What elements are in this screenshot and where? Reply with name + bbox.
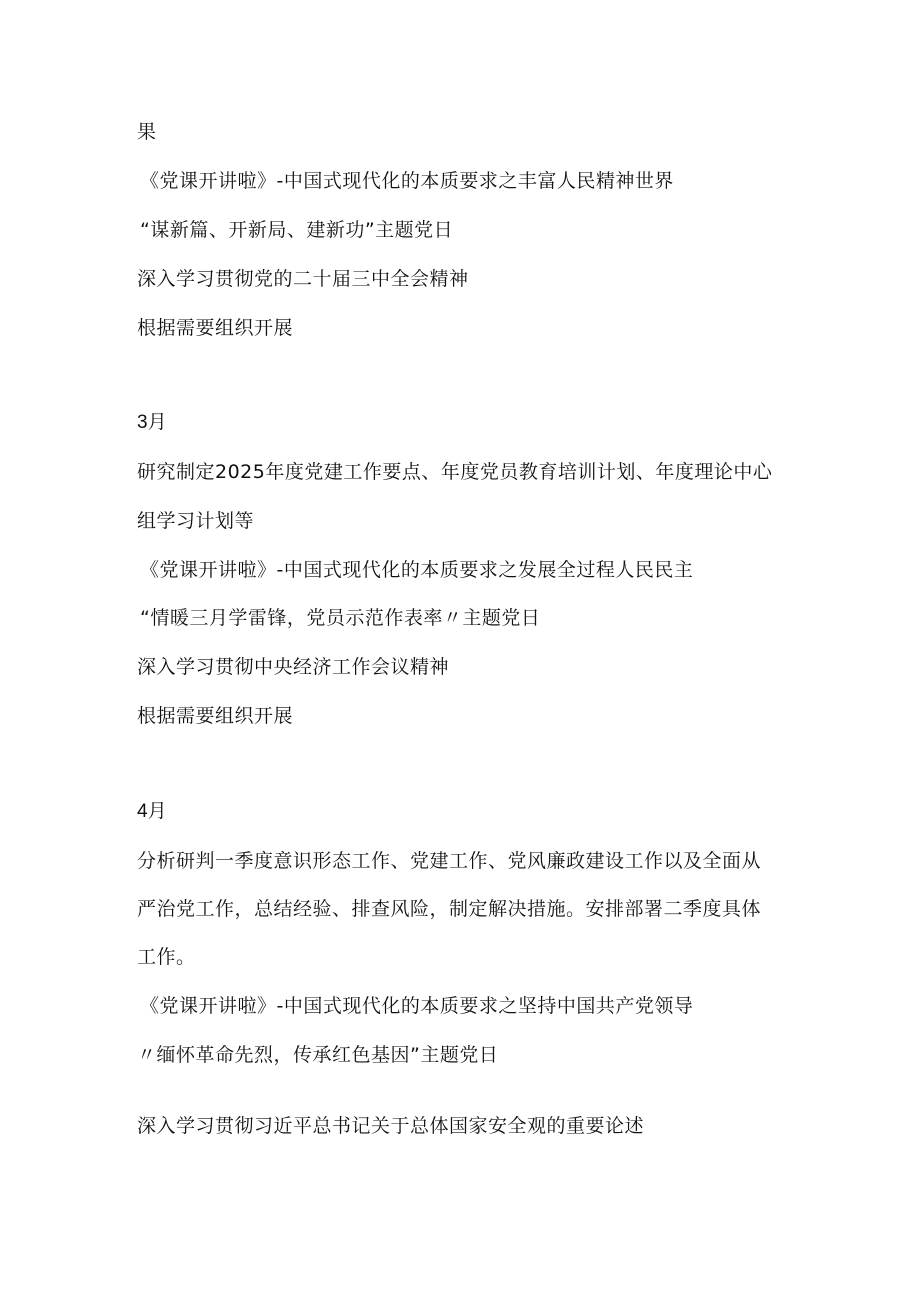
text-line: 组学习计划等 <box>137 510 255 532</box>
text-line: 果 <box>137 121 157 143</box>
text-line: 研究制定2025年度党建工作要点、年度党员教育培训计划、年度理论中心 <box>137 461 773 483</box>
month-heading: 4月 <box>137 801 167 822</box>
text-line: 分析研判一季度意识形态工作、党建工作、党风廉政建设工作以及全面从 <box>137 850 762 872</box>
month-heading: 3月 <box>137 412 167 433</box>
text-line: 《党课开讲啦》-中国式现代化的本质要求之坚持中国共产党领导 <box>140 995 694 1017</box>
text-line: 严治党工作，总结经验、排查风险，制定解决措施。安排部署二季度具体 <box>137 898 762 920</box>
text-line: “情暖三月学雷锋，党员示范作表率〃主题党日 <box>140 607 541 629</box>
text-line: 深入学习贯彻党的二十届三中全会精神 <box>137 268 469 290</box>
text-line: “谋新篇、开新局、建新功”主题党日 <box>140 219 454 241</box>
text-line: 根据需要组织开展 <box>137 705 294 727</box>
text-line: 深入学习贯彻习近平总书记关于总体国家安全观的重要论述 <box>137 1115 645 1137</box>
text-line: 深入学习贯彻中央经济工作会议精神 <box>137 656 450 678</box>
text-line: 《党课开讲啦》-中国式现代化的本质要求之发展全过程人民民主 <box>140 559 694 581</box>
text-line: 《党课开讲啦》-中国式现代化的本质要求之丰富人民精神世界 <box>140 170 674 192</box>
text-line: 〃缅怀革命先烈，传承红色基因”主题党日 <box>137 1044 499 1066</box>
text-line: 工作。 <box>137 946 196 968</box>
text-line: 根据需要组织开展 <box>137 317 294 339</box>
